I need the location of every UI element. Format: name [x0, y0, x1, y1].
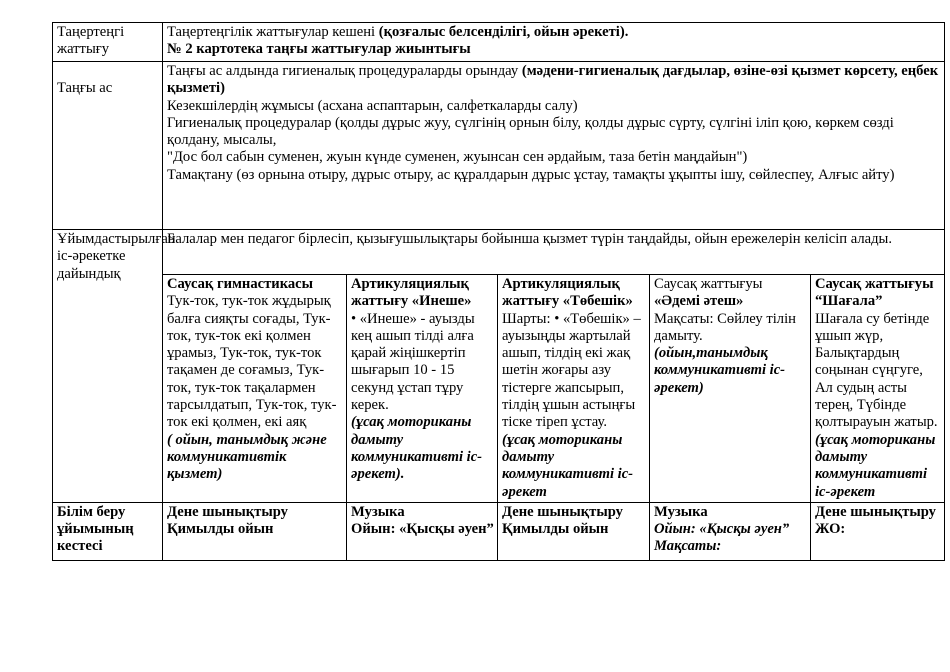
activity-5-title: Саусақ жаттығуы “Шағала”	[815, 276, 934, 310]
activity-2-title: Артикуляциялық жаттығу «Инеше»	[351, 276, 472, 310]
row-breakfast	[53, 62, 945, 230]
schedule-2-activity: Ойын: «Қысқы әуен”	[351, 521, 494, 538]
row-schedule	[53, 502, 945, 560]
schedule-3-activity: Қимылды ойын	[502, 521, 609, 538]
schedule-5-activity: ЖО:	[815, 521, 846, 538]
schedule-cell-4	[650, 502, 811, 560]
content-morning-exercise	[163, 23, 945, 62]
breakfast-poem: "Дос бол сабын суменен, жуын күнде суменен, жуынсан сен әрдайым, таза бетін маңдайын")	[167, 149, 748, 166]
morning-exercise-text: Таңертеңгілік жаттығулар кешені	[167, 24, 379, 40]
schedule-1-subject: Дене шынықтыру	[167, 503, 288, 520]
label-organized-activity: Ұйымдастырылған іс-әрекетке дайындық	[53, 230, 163, 503]
row-morning-exercise	[53, 23, 945, 62]
activity-4-note: (ойын,танымдық коммуникативті іс-әрекет)	[654, 345, 786, 396]
morning-exercise-card: № 2 картотека таңғы жаттығулар жиынтығы	[167, 41, 471, 58]
schedule-4-goal: Мақсаты:	[654, 538, 722, 555]
activity-2-note: (ұсақ моториканы дамыту коммуникативті іс-әрекет).	[351, 414, 483, 483]
schedule-3-subject: Дене шынықтыру	[502, 503, 623, 520]
row-organized-activity	[53, 230, 945, 275]
schedule-cell-5	[811, 502, 945, 560]
morning-exercise-activity-type: (қозғалыс белсенділігі, ойын әрекеті).	[378, 24, 629, 40]
activity-5-note: (ұсақ моториканы дамыту коммуникативті іс-әрекет	[815, 431, 936, 500]
label-schedule: Білім беру ұйымының кестесі	[53, 502, 163, 560]
schedule-1-activity: Қимылды ойын	[167, 521, 274, 538]
schedule-5-subject: Дене шынықтыру	[815, 503, 936, 520]
activity-3-note: (ұсақ моториканы дамыту коммуникативті іс-әрекет	[502, 431, 634, 500]
activity-1-body: Тук-ток, тук-ток жұдырық балға сияқты соғады, Тук-ток, тук-ток екі қолмен ұрамыз, Тук-ток, тук-ток тақамен де соғамыз, Тук-ток, тук-ток тақалармен тарсылдатып, Тук-ток, тук-ток екі қолмен, екі аяқ	[167, 293, 337, 431]
activity-cell-4	[650, 275, 811, 503]
breakfast-eating: Тамақтану (өз орнына отыру, дұрыс отыру, ас құралдарын дұрыс ұстау, тамақты ұқыпты ішу, сөйлеспеу, Алғыс айту)	[167, 166, 895, 183]
activity-cell-5	[811, 275, 945, 503]
activity-4-body: Мақсаты: Сөйлеу тілін дамыту.	[654, 310, 796, 344]
activity-2-body: • «Инеше» - ауызды кең ашып тілді алға қарай жіңішкертіп шығарып 10 - 15 секунд ұстап тұру керек.	[351, 310, 475, 414]
breakfast-duty: Кезекшілердің жұмысы (асхана аспаптарын, салфеткаларды салу)	[167, 97, 578, 114]
activity-4-title: «Әдемі әтеш»	[654, 293, 744, 310]
schedule-cell-1	[163, 502, 347, 560]
breakfast-intro-skills: (мәдени-гигиеналық дағдылар, өзіне-өзі қызмет көрсету, еңбек қызметі)	[167, 63, 939, 97]
schedule-4-subject: Музыка	[654, 503, 708, 520]
breakfast-intro: Таңғы ас алдында гигиеналық процедураларды орындау	[167, 63, 522, 79]
breakfast-hygiene: Гигиеналық процедуралар (қолды дұрыс жуу, сүлгінің орнын білу, қолды дұрыс сүрту, сүлгіні іліп қою, көркем сөзді қолдану, мысалы,	[167, 114, 894, 149]
activity-1-note: ( ойын, танымдық және коммуникативтік қызмет)	[167, 431, 327, 483]
activity-cell-3	[498, 275, 650, 503]
daily-plan-table	[52, 22, 945, 561]
schedule-cell-3	[498, 502, 650, 560]
activity-4-title-prefix: Саусақ жаттығуы	[654, 276, 763, 292]
content-breakfast	[163, 62, 945, 230]
schedule-cell-2	[347, 502, 498, 560]
label-breakfast: Таңғы ас	[53, 62, 163, 230]
schedule-4-activity: Ойын: «Қысқы әуен”	[654, 521, 790, 538]
schedule-2-subject: Музыка	[351, 503, 405, 520]
activity-3-title: Артикуляциялық жаттығу «Төбешік»	[502, 276, 633, 310]
activity-5-body: Шағала су бетінде ұшып жүр, Балықтардың соңынан сүңгуге, Ал судың асты терең, Түбінде қолтырауын жатыр.	[815, 310, 938, 431]
label-morning-exercise: Таңертеңгі жаттығу	[53, 23, 163, 62]
row-activities	[53, 275, 945, 503]
activity-1-title: Саусақ гимнастикасы	[167, 276, 314, 292]
activity-cell-1	[163, 275, 347, 503]
activity-cell-2	[347, 275, 498, 503]
content-organized-activity: Балалар мен педагог бірлесіп, қызығушылықтары бойынша қызмет түрін таңдайды, ойын ережелерін келісіп алады.	[163, 230, 945, 275]
activity-3-body: Шарты: • «Төбешік» – ауызыңды жартылай ашып, тілдің екі жақ шетін жоғары азу тістерге жапсырып, тілдің ұшын астыңғы тіске тіреп ұстау.	[502, 310, 641, 431]
